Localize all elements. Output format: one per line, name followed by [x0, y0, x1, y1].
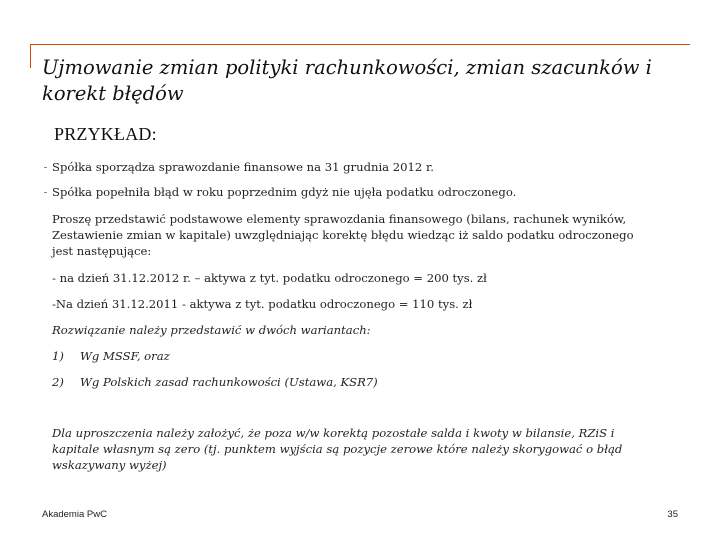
- variant-item: [52, 348, 170, 364]
- footer-brand: Akademia PwC: [42, 509, 107, 520]
- variant-item: [52, 374, 378, 390]
- paragraph-1: Spółka sporządza sprawozdanie finansowe na 31 grudnia 2012 r.: [52, 160, 434, 174]
- accent-bar: [30, 44, 31, 68]
- paragraph-3: Proszę przedstawić podstawowe elementy sprawozdania finansowego (bilans, rachunek wyników, Zestawienie zmian w kapitale) uwzględniając korektę błędu wiedząc iż saldo podatku odroczonego jest następujące:: [52, 212, 634, 258]
- variant-number: 2): [52, 375, 64, 389]
- slide-subtitle: PRZYKŁAD:: [54, 124, 157, 144]
- bullet-tick: [44, 167, 47, 168]
- paragraph-5: -Na dzień 31.12.2011 - aktywa z tyt. podatku odroczonego = 110 tys. zł: [52, 297, 473, 311]
- solution-intro: Rozwiązanie należy przedstawić w dwóch wariantach:: [52, 323, 371, 337]
- paragraph-4: - na dzień 31.12.2012 r. – aktywa z tyt. podatku odroczonego = 200 tys. zł: [52, 271, 487, 285]
- variant-text: Wg MSSF, oraz: [80, 349, 170, 363]
- variant-text: Wg Polskich zasad rachunkowości (Ustawa, KSR7): [80, 375, 378, 389]
- paragraph-2: Spółka popełniła błąd w roku poprzednim gdyż nie ujęła podatku odroczonego.: [52, 185, 517, 199]
- note-paragraph: Dla uproszczenia należy założyć, że poza w/w korektą pozostałe salda i kwoty w bilansie, RZiS i kapitale własnym są zero (tj. punktem wyjścia są pozycje zerowe które należy skorygować o błąd wskazywany wyżej): [52, 426, 623, 472]
- accent-rule: [30, 44, 690, 45]
- bullet-tick: [44, 192, 47, 193]
- page-number: 35: [667, 509, 678, 520]
- slide-title: Ujmowanie zmian polityki rachunkowości, zmian szacunków i korekt błędów: [42, 56, 652, 105]
- variant-number: 1): [52, 349, 64, 363]
